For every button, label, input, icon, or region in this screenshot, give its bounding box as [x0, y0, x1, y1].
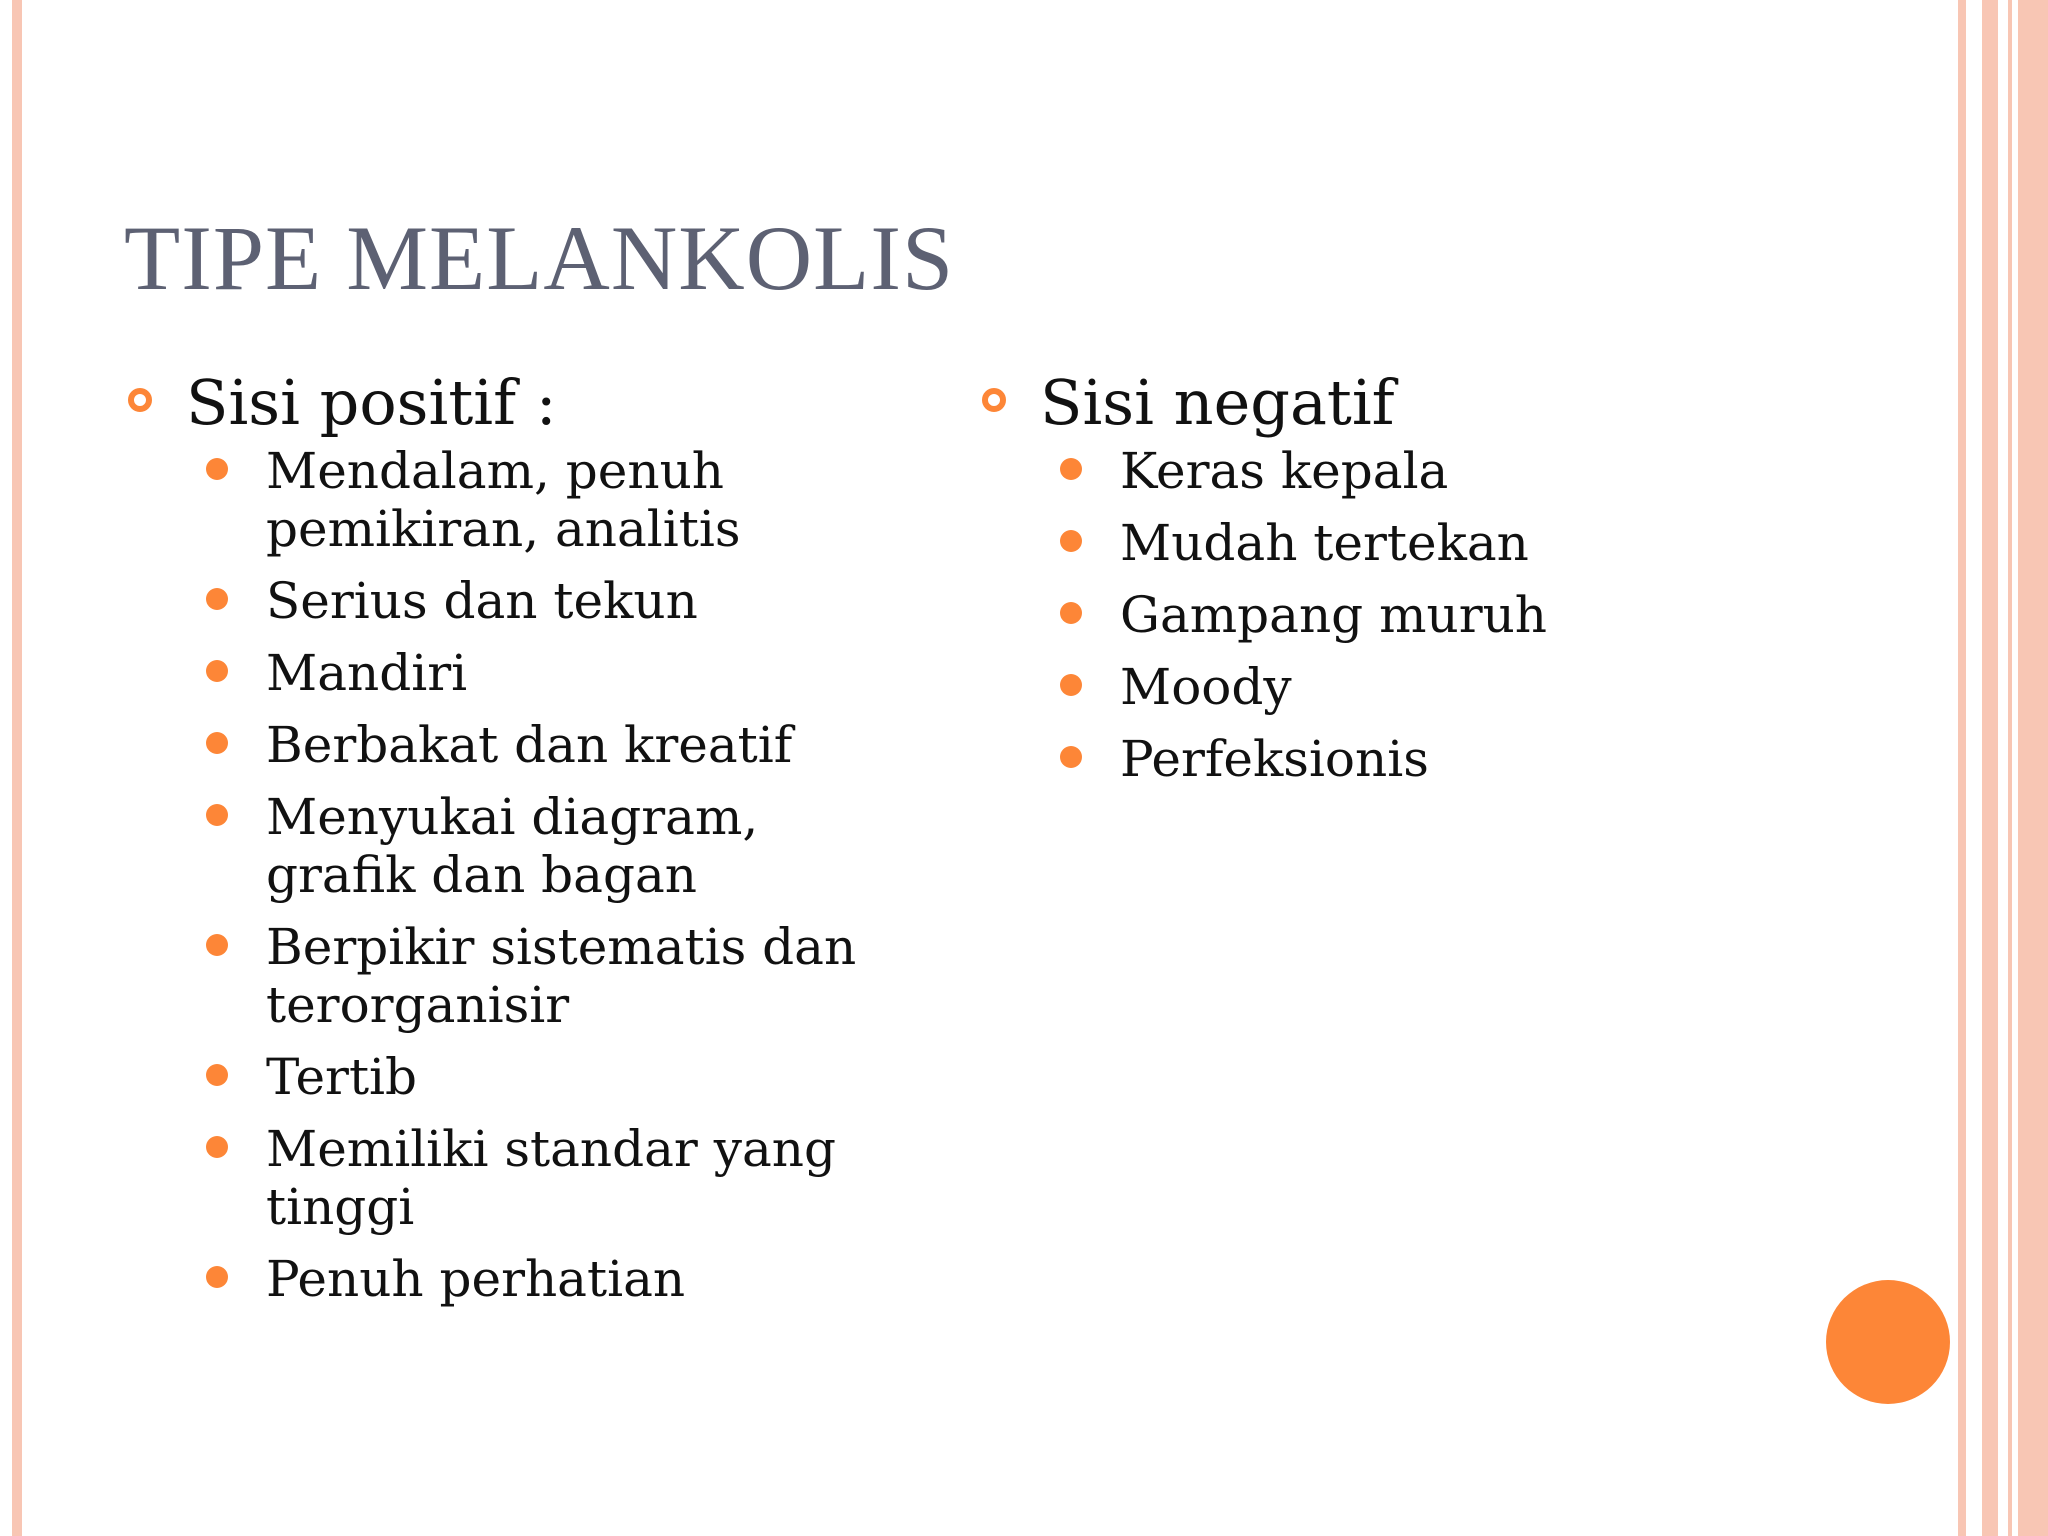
ring-bullet-icon	[128, 388, 152, 412]
list-item-text: Berpikir sistematis dan terorganisir	[266, 918, 857, 1034]
negative-heading	[978, 366, 1738, 440]
dot-bullet-icon	[1060, 530, 1082, 552]
dot-bullet-icon	[206, 1266, 228, 1288]
list-item	[1060, 586, 1738, 644]
dot-bullet-icon	[206, 732, 228, 754]
list-item-text: Moody	[1120, 658, 1292, 716]
list-item-text: Mandiri	[266, 644, 468, 702]
list-item-text: Mendalam, penuh pemikiran, analitis	[266, 442, 741, 558]
dot-bullet-icon	[206, 588, 228, 610]
list-item	[206, 1250, 884, 1308]
list-item	[1060, 658, 1738, 716]
right-border-stripe	[1982, 0, 1998, 1536]
list-item	[1060, 730, 1738, 788]
positive-column	[124, 366, 884, 1322]
list-item	[206, 1120, 884, 1236]
positive-list	[124, 442, 884, 1308]
dot-bullet-icon	[1060, 674, 1082, 696]
list-item-text: Perfeksionis	[1120, 730, 1429, 788]
positive-heading-text: Sisi positif :	[186, 366, 557, 439]
dot-bullet-icon	[206, 1064, 228, 1086]
negative-heading-text: Sisi negatif	[1040, 366, 1395, 439]
negative-column	[978, 366, 1738, 802]
list-item-text: Gampang muruh	[1120, 586, 1548, 644]
list-item	[206, 572, 884, 630]
dot-bullet-icon	[206, 458, 228, 480]
dot-bullet-icon	[1060, 602, 1082, 624]
positive-heading	[124, 366, 884, 440]
list-item	[1060, 442, 1738, 500]
list-item-text: Keras kepala	[1120, 442, 1449, 500]
list-item-text: Penuh perhatian	[266, 1250, 686, 1308]
list-item	[1060, 514, 1738, 572]
dot-bullet-icon	[1060, 458, 1082, 480]
dot-bullet-icon	[206, 1136, 228, 1158]
list-item-text: Memiliki standar yang tinggi	[266, 1120, 836, 1236]
right-border-stripe	[2018, 0, 2048, 1536]
list-item	[206, 788, 884, 904]
list-item-text: Menyukai diagram, grafik dan bagan	[266, 788, 759, 904]
dot-bullet-icon	[206, 660, 228, 682]
list-item-text: Serius dan tekun	[266, 572, 698, 630]
list-item	[206, 918, 884, 1034]
list-item-text: Berbakat dan kreatif	[266, 716, 793, 774]
negative-list	[978, 442, 1738, 788]
slide-title: TIPE MELANKOLIS	[124, 207, 955, 309]
list-item	[206, 442, 884, 558]
dot-bullet-icon	[1060, 746, 1082, 768]
list-item	[206, 716, 884, 774]
decorative-circle	[1826, 1280, 1950, 1404]
left-border-stripe	[12, 0, 22, 1536]
list-item-text: Tertib	[266, 1048, 418, 1106]
list-item	[206, 1048, 884, 1106]
list-item-text: Mudah tertekan	[1120, 514, 1529, 572]
dot-bullet-icon	[206, 934, 228, 956]
list-item	[206, 644, 884, 702]
right-border-stripe	[2008, 0, 2012, 1536]
ring-bullet-icon	[982, 388, 1006, 412]
dot-bullet-icon	[206, 804, 228, 826]
right-border-stripe	[1958, 0, 1966, 1536]
